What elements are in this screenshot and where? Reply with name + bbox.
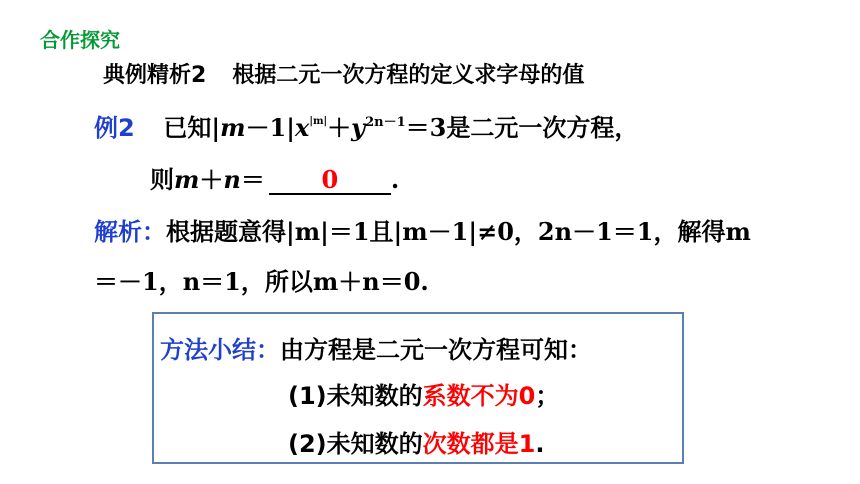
heading-left: 典例精析2 [103, 63, 207, 88]
item2-prefix: (2)未知数的 [288, 430, 423, 458]
var-n: n [223, 165, 241, 194]
summary-item-1 [288, 376, 559, 411]
analysis-text-1: 根据题意得|m|＝1且|m－1|≠0，2n－1＝1，解得m [166, 217, 751, 246]
item1-suffix: ； [535, 382, 560, 410]
var-m: m [220, 113, 246, 142]
example-minus-one: －1| [245, 113, 295, 142]
example-line-1 [94, 108, 638, 143]
summary-title: 方法小结： [160, 336, 280, 364]
x-exponent: |m| [309, 116, 328, 127]
analysis-label: 解析： [94, 218, 166, 246]
line2-period: . [390, 165, 400, 194]
var-x: x [295, 113, 310, 142]
item1-highlight: 系数不为0 [422, 382, 536, 410]
summary-header [160, 330, 592, 365]
example-text-after: ＝3是二元一次方程， [405, 113, 639, 142]
analysis-line-1 [94, 212, 751, 247]
summary-intro: 由方程是二元一次方程可知： [280, 336, 592, 364]
item2-suffix: . [535, 430, 545, 458]
analysis-text-2: ＝－1，n＝1，所以m＋n＝0. [94, 267, 429, 296]
item2-highlight: 次数都是1 [422, 430, 536, 458]
example-line-2 [150, 160, 399, 195]
var-y: y [351, 113, 366, 142]
line2-plus: ＋ [199, 165, 224, 194]
var-m-2: m [174, 165, 200, 194]
section-tag: 合作探究 [40, 28, 120, 52]
y-exponent: 2n－1 [365, 115, 406, 130]
page-heading [103, 58, 584, 89]
item1-prefix: (1)未知数的 [288, 382, 423, 410]
example-text-before: 已知| [163, 113, 221, 142]
line2-equals: ＝ [240, 165, 265, 194]
example-label: 例2 [94, 114, 135, 142]
answer-blank: 0 [269, 167, 391, 195]
example-plus: ＋ [327, 113, 352, 142]
heading-right: 根据二元一次方程的定义求字母的值 [232, 63, 585, 88]
analysis-line-2 [94, 262, 429, 297]
line2-prefix: 则 [150, 165, 174, 194]
summary-item-2 [288, 424, 544, 459]
